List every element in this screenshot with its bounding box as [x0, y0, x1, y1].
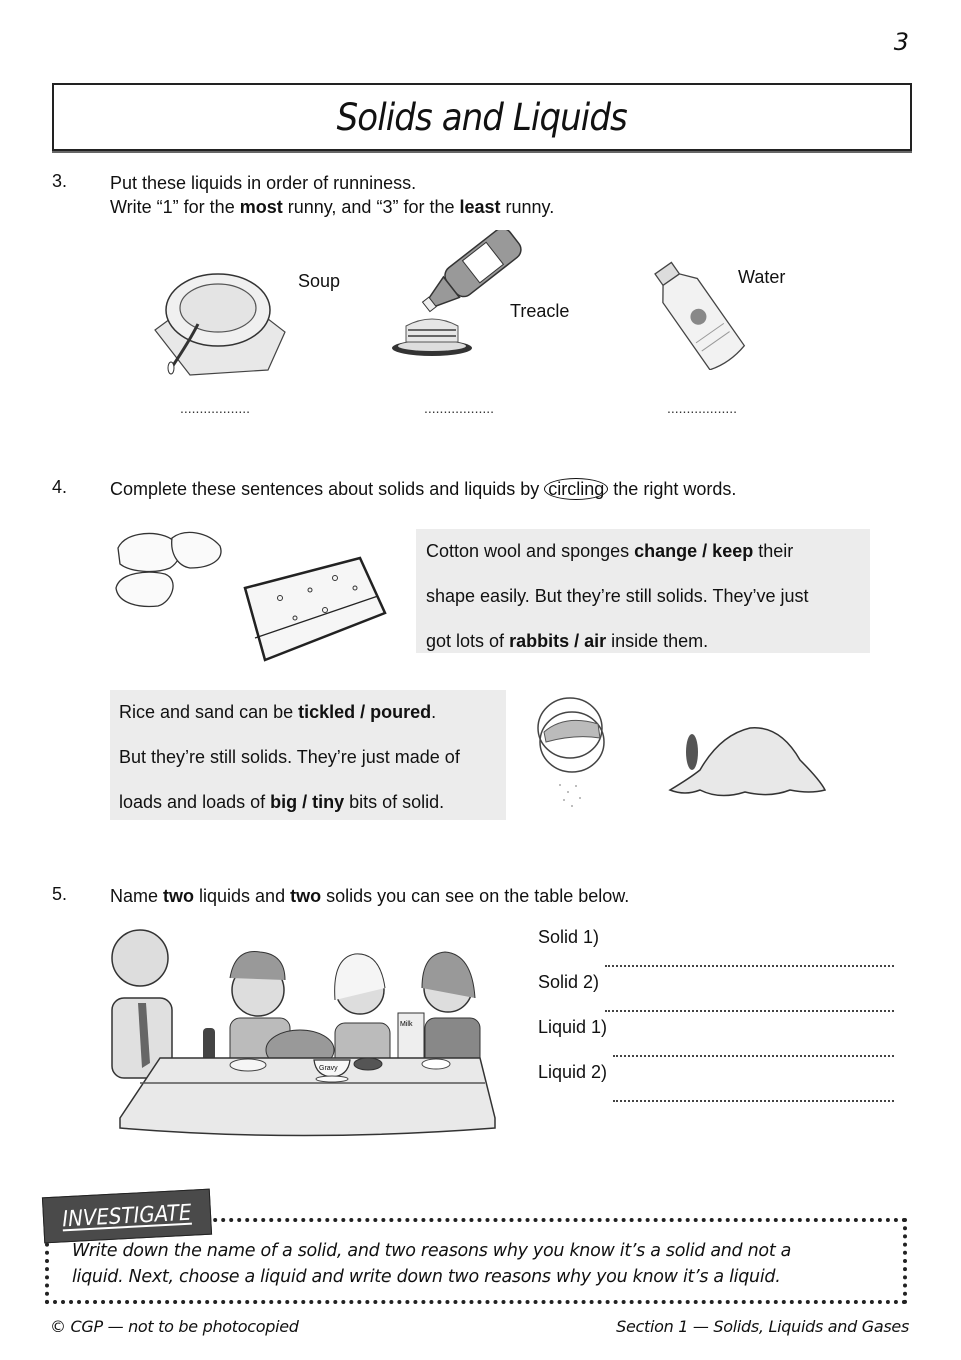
water-answer-blank[interactable]: ..................: [667, 400, 738, 416]
soup-bowl-icon: [150, 270, 290, 380]
text-span: liquids and: [194, 886, 291, 906]
sentence-line: shape easily. But they’re still solids. They’ve just: [426, 586, 809, 606]
answer-field[interactable]: [605, 927, 894, 967]
choice-change-keep[interactable]: change / keep: [634, 541, 754, 561]
soup-answer-blank[interactable]: ..................: [180, 400, 251, 416]
emphasis-two: two: [163, 886, 195, 906]
q5-answers: [538, 927, 894, 1107]
answer-solid-2[interactable]: [538, 972, 894, 1017]
text-span: .: [431, 702, 437, 722]
answer-solid-1[interactable]: [538, 927, 894, 972]
text-span: Complete these sentences about solids and liquids by: [110, 479, 545, 499]
text-span: runny.: [500, 197, 555, 217]
question-5-text: [110, 884, 629, 908]
footer-copyright: © CGP — not to be photocopied: [50, 1317, 299, 1336]
answer-liquid-2[interactable]: [538, 1062, 894, 1107]
title-box: [52, 83, 912, 151]
page-number: 3: [893, 28, 909, 56]
question-3-text: [110, 171, 554, 219]
water-label: Water: [738, 267, 786, 287]
investigate-badge: [42, 1189, 212, 1244]
text-span: inside them.: [606, 631, 709, 651]
answer-label: Liquid 1): [538, 1017, 608, 1037]
answer-field[interactable]: [613, 1017, 894, 1057]
answer-liquid-1[interactable]: [538, 1017, 894, 1062]
footer-section: Section 1 — Solids, Liquids and Gases: [616, 1317, 909, 1336]
emphasis-least: least: [459, 197, 501, 217]
sentence-line: [119, 780, 506, 825]
cotton-wool-and-sponge-icon: [110, 528, 400, 668]
treacle-answer-blank[interactable]: ..................: [424, 400, 495, 416]
investigate-text: [72, 1238, 892, 1290]
choice-big-tiny[interactable]: big / tiny: [270, 792, 345, 812]
choice-tickled-poured[interactable]: tickled / poured: [298, 702, 432, 722]
dinner-table-illustration: [100, 918, 500, 1140]
text-span: runny, and “3” for the: [282, 197, 460, 217]
investigate-badge-text: INVESTIGATE: [61, 1200, 193, 1232]
milk-label: Milk: [400, 1021, 413, 1028]
text-span: Name: [110, 886, 164, 906]
sentence-line: [426, 619, 870, 664]
question-3-line2: [110, 195, 554, 219]
question-3-line1: Put these liquids in order of runniness.: [110, 173, 417, 193]
sentence-line: [119, 690, 506, 735]
question-5-number: 5.: [52, 884, 68, 904]
page-title: Solids and Liquids: [336, 95, 628, 139]
text-span: their: [753, 541, 794, 561]
treacle-bottle-icon: [390, 230, 530, 365]
answer-label: Solid 1): [538, 927, 600, 947]
circled-word: circling: [544, 478, 608, 500]
answer-label: Liquid 2): [538, 1062, 608, 1082]
text-span: solids you can see on the table below.: [321, 886, 630, 906]
text-span: Write “1” for the: [110, 197, 240, 217]
question-4-text: [110, 477, 736, 501]
text-span: got lots of: [426, 631, 510, 651]
question-4-number: 4.: [52, 477, 68, 497]
treacle-label: Treacle: [510, 301, 570, 321]
answer-label: Solid 2): [538, 972, 600, 992]
text-span: Cotton wool and sponges: [426, 541, 635, 561]
text-span: the right words.: [608, 479, 737, 499]
answer-field[interactable]: [613, 1062, 894, 1102]
sentence-box-sponges: [416, 529, 870, 653]
sieve-and-sand-pile-icon: [520, 690, 870, 815]
soup-label: Soup: [298, 271, 341, 291]
emphasis-two: two: [290, 886, 322, 906]
choice-rabbits-air[interactable]: rabbits / air: [509, 631, 607, 651]
answer-field[interactable]: [605, 972, 894, 1012]
sentence-line: But they’re still solids. They’re just made of: [119, 747, 460, 767]
question-3-number: 3.: [52, 171, 68, 191]
text-span: loads and loads of: [119, 792, 271, 812]
investigate-line: Write down the name of a solid, and two reasons why you know it’s a solid and not a: [72, 1241, 792, 1261]
text-span: Rice and sand can be: [119, 702, 299, 722]
sentence-line: [426, 529, 870, 574]
text-span: bits of solid.: [344, 792, 445, 812]
gravy-label: Gravy: [319, 1065, 338, 1072]
sentence-box-rice-sand: [110, 690, 506, 820]
emphasis-most: most: [239, 197, 283, 217]
investigate-line: liquid. Next, choose a liquid and write down two reasons why you know it’s a liquid.: [72, 1267, 781, 1287]
